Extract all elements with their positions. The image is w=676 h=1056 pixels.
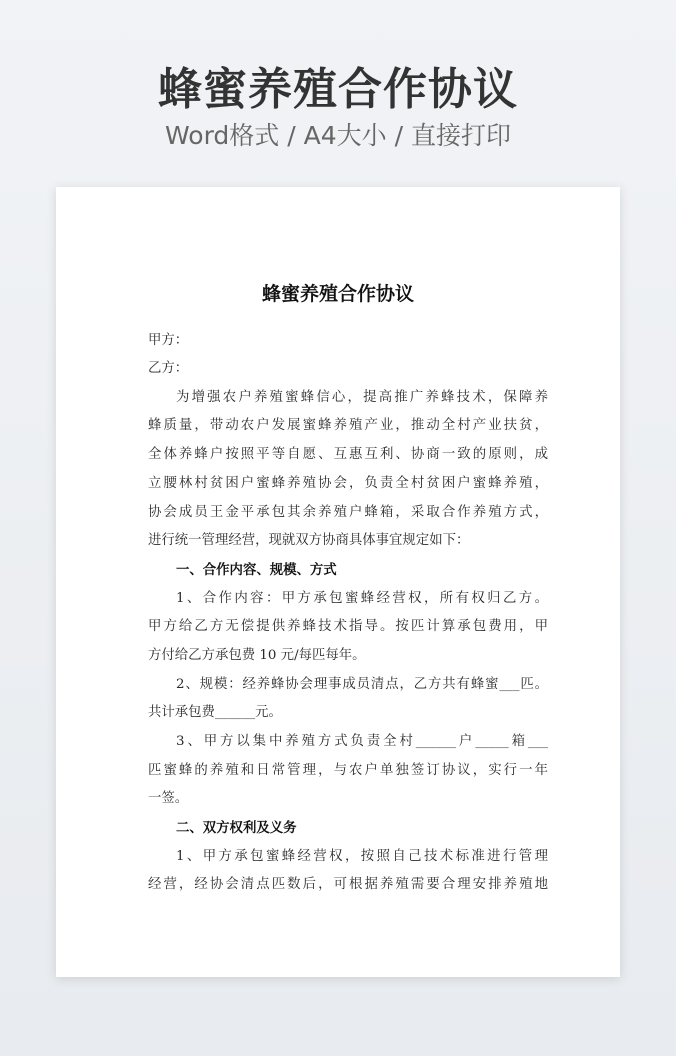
paragraph-line: 全体养蜂户按照平等自愿、互惠互利、协商一致的原则，成: [148, 447, 548, 462]
banner-title: 蜂蜜养殖合作协议: [158, 64, 518, 115]
paragraph-line: 甲方给乙方无偿提供养蜂技术指导。按匹计算承包费用，甲: [148, 619, 548, 634]
paragraph-line: 立腰林村贫困户蜜蜂养殖协会，负责全村贫困户蜜蜂养殖，: [148, 476, 548, 491]
section-heading: 一、合作内容、规模、方式: [176, 562, 337, 578]
paragraph-line: 1、合作内容：甲方承包蜜蜂经营权，所有权归乙方。: [176, 591, 548, 606]
document-page: [56, 187, 620, 977]
paragraph-line: 进行统一管理经营，现就双方协商具体事宜规定如下：: [148, 533, 470, 548]
paragraph-line: 共计承包费______元。: [148, 705, 282, 720]
party-a-line: 甲方：: [148, 333, 189, 348]
paragraph-line: 3、甲方以集中养殖方式负责全村______户_____箱___: [176, 734, 548, 749]
paragraph-line: 2、规模：经养蜂协会理事成员清点，乙方共有蜂蜜___匹。: [176, 677, 548, 692]
paragraph-line: 蜂质量，带动农户发展蜜蜂养殖产业，推动全村产业扶贫，: [148, 418, 548, 433]
paragraph-line: 经营，经协会清点匹数后，可根据养殖需要合理安排养殖地: [148, 877, 548, 892]
paragraph-line: 匹蜜蜂的养殖和日常管理，与农户单独签订协议，实行一年: [148, 763, 548, 778]
banner-subtitle: Word格式 / A4大小 / 直接打印: [165, 121, 511, 150]
document-title: 蜂蜜养殖合作协议: [261, 283, 414, 305]
party-b-line: 乙方：: [148, 361, 189, 376]
paragraph-line: 1、甲方承包蜜蜂经营权，按照自己技术标准进行管理: [176, 849, 548, 864]
paragraph-line: 一签。: [148, 791, 189, 806]
section-heading: 二、双方权利及义务: [176, 820, 297, 836]
paragraph-line: 方付给乙方承包费 10 元/每匹每年。: [148, 648, 366, 663]
paragraph-line: 为增强农户养殖蜜蜂信心，提高推广养蜂技术，保障养: [176, 390, 548, 405]
paragraph-line: 协会成员王金平承包其余养殖户蜂箱，采取合作养殖方式，: [148, 505, 548, 520]
